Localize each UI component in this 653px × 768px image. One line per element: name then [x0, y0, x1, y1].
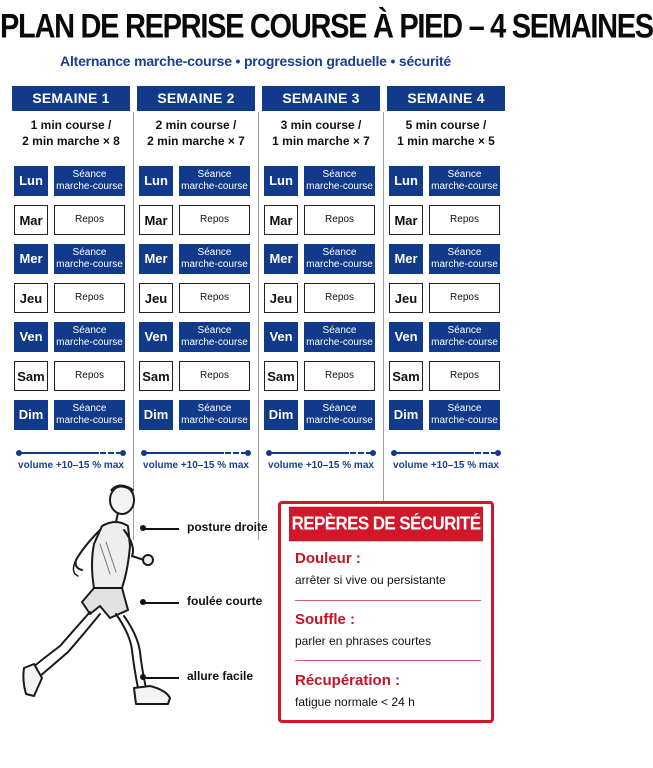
day-box-text: [306, 325, 373, 349]
week-column-4: [387, 86, 505, 471]
day-box-text: [75, 214, 104, 226]
day-box-line: marche-course: [306, 181, 373, 192]
week-protocol-line: 1 min marche × 7: [272, 134, 370, 148]
session-box: [179, 322, 250, 352]
session-box: [304, 400, 375, 430]
day-row-dim: [139, 400, 252, 430]
safety-divider: [295, 660, 481, 661]
day-box-line: Repos: [325, 370, 354, 381]
day-box-line: Séance: [197, 247, 232, 258]
day-box-line: marche-course: [181, 415, 248, 426]
rest-box: [54, 205, 125, 235]
day-box-text: [325, 370, 354, 382]
day-box-text: [325, 292, 354, 304]
day-box-line: marche-course: [56, 259, 123, 270]
week-divider: [258, 112, 259, 540]
day-box-text: [450, 370, 479, 382]
day-label: Jeu: [14, 283, 48, 313]
rest-box: [304, 361, 375, 391]
session-box: [304, 244, 375, 274]
week-divider: [383, 112, 384, 540]
safety-item-douleur: [295, 550, 483, 587]
day-box-text: [56, 403, 123, 427]
day-box-line: Séance: [322, 325, 357, 336]
safety-item-text: parler en phrases courtes: [295, 634, 432, 648]
day-label: Lun: [139, 166, 173, 196]
day-box-text: [200, 370, 229, 382]
week-title: SEMAINE 4: [387, 86, 505, 111]
week-protocol-line: 5 min course /: [405, 118, 487, 132]
day-box-line: Repos: [200, 370, 229, 381]
session-box: [179, 166, 250, 196]
day-row-jeu: [139, 283, 252, 313]
volume-note: volume +10–15 % max: [393, 460, 499, 471]
session-box: [54, 166, 125, 196]
day-box-text: [431, 325, 498, 349]
safety-divider: [295, 600, 481, 601]
session-box: [179, 400, 250, 430]
day-row-mar: [139, 205, 252, 235]
day-box-text: [431, 403, 498, 427]
session-box: [179, 244, 250, 274]
day-label: Jeu: [139, 283, 173, 313]
day-box-line: Séance: [72, 403, 107, 414]
day-box-line: marche-course: [431, 181, 498, 192]
day-box-line: marche-course: [431, 337, 498, 348]
day-box-line: Repos: [75, 370, 104, 381]
day-box-text: [56, 169, 123, 193]
day-box-line: Repos: [200, 292, 229, 303]
day-box-line: Séance: [447, 325, 482, 336]
rest-box: [429, 205, 500, 235]
rest-box: [179, 205, 250, 235]
day-row-sam: [264, 361, 377, 391]
day-box-text: [56, 247, 123, 271]
day-box-text: [181, 325, 248, 349]
week-divider: [133, 112, 134, 540]
safety-item-title: Douleur :: [295, 550, 361, 567]
day-box-line: Séance: [322, 169, 357, 180]
day-box-line: Repos: [75, 292, 104, 303]
day-box-line: marche-course: [181, 259, 248, 270]
day-label: Mer: [389, 244, 423, 274]
day-label: Mer: [14, 244, 48, 274]
day-row-ven: [14, 322, 127, 352]
progression-line: [141, 450, 251, 456]
day-label: Ven: [14, 322, 48, 352]
day-box-line: Séance: [447, 403, 482, 414]
day-row-sam: [14, 361, 127, 391]
volume-note: volume +10–15 % max: [18, 460, 124, 471]
week-column-3: [262, 86, 380, 471]
week-protocol: [387, 117, 505, 157]
day-row-mar: [14, 205, 127, 235]
day-box-line: Séance: [447, 169, 482, 180]
day-box-line: marche-course: [181, 337, 248, 348]
rest-box: [429, 361, 500, 391]
day-label: Sam: [139, 361, 173, 391]
day-box-text: [431, 169, 498, 193]
volume-note: volume +10–15 % max: [268, 460, 374, 471]
day-box-line: Séance: [197, 325, 232, 336]
week-protocol: [137, 117, 255, 157]
week-column-2: [137, 86, 255, 471]
day-box-text: [75, 370, 104, 382]
day-label: Mar: [139, 205, 173, 235]
day-box-text: [200, 292, 229, 304]
rest-box: [179, 361, 250, 391]
safety-item-title: Récupération :: [295, 672, 401, 689]
week-protocol-line: 2 min marche × 7: [147, 134, 245, 148]
day-label: Dim: [264, 400, 298, 430]
safety-item-text: arrêter si vive ou persistante: [295, 573, 446, 587]
day-row-lun: [389, 166, 502, 196]
day-row-mer: [264, 244, 377, 274]
week-protocol-line: 1 min course /: [30, 118, 112, 132]
day-box-line: marche-course: [306, 415, 373, 426]
day-row-mar: [264, 205, 377, 235]
day-box-line: marche-course: [56, 181, 123, 192]
day-box-text: [306, 247, 373, 271]
week-protocol-line: 2 min course /: [155, 118, 237, 132]
day-row-sam: [389, 361, 502, 391]
safety-item-souffle: [295, 611, 483, 648]
day-box-text: [450, 214, 479, 226]
safety-item-title: Souffle :: [295, 611, 355, 628]
day-box-text: [450, 292, 479, 304]
week-protocol-line: 2 min marche × 8: [22, 134, 120, 148]
day-row-lun: [139, 166, 252, 196]
week-protocol: [262, 117, 380, 157]
page-title: PLAN DE REPRISE COURSE À PIED – 4 SEMAINES: [0, 8, 653, 46]
day-row-dim: [264, 400, 377, 430]
day-box-line: marche-course: [306, 337, 373, 348]
day-box-line: Séance: [72, 169, 107, 180]
day-row-mer: [14, 244, 127, 274]
rest-box: [304, 205, 375, 235]
progression-line: [16, 450, 126, 456]
callout-posture: posture droite: [187, 520, 268, 534]
day-box-line: marche-course: [431, 259, 498, 270]
day-box-text: [325, 214, 354, 226]
session-box: [429, 166, 500, 196]
day-box-line: marche-course: [56, 337, 123, 348]
rest-box: [304, 283, 375, 313]
rest-box: [54, 361, 125, 391]
session-box: [429, 322, 500, 352]
day-box-line: Séance: [72, 247, 107, 258]
session-box: [429, 400, 500, 430]
week-column-1: [12, 86, 130, 471]
page-subtitle: Alternance marche-course • progression graduelle • sécurité: [60, 53, 451, 69]
rest-box: [429, 283, 500, 313]
session-box: [304, 322, 375, 352]
day-box-line: Repos: [450, 370, 479, 381]
day-label: Mar: [14, 205, 48, 235]
day-box-line: marche-course: [56, 415, 123, 426]
day-row-ven: [389, 322, 502, 352]
day-row-mer: [139, 244, 252, 274]
day-row-sam: [139, 361, 252, 391]
day-label: Mar: [264, 205, 298, 235]
progression-line: [391, 450, 501, 456]
day-box-line: Séance: [72, 325, 107, 336]
day-box-line: Repos: [325, 214, 354, 225]
day-row-jeu: [264, 283, 377, 313]
day-label: Ven: [139, 322, 173, 352]
day-box-line: marche-course: [181, 181, 248, 192]
day-box-line: Séance: [197, 169, 232, 180]
day-box-line: marche-course: [431, 415, 498, 426]
day-label: Dim: [14, 400, 48, 430]
day-label: Dim: [389, 400, 423, 430]
safety-item-recuperation: [295, 672, 483, 709]
day-box-text: [306, 169, 373, 193]
day-label: Ven: [389, 322, 423, 352]
session-box: [429, 244, 500, 274]
safety-title: REPÈRES DE SÉCURITÉ: [289, 507, 483, 542]
day-label: Lun: [264, 166, 298, 196]
week-protocol-line: 1 min marche × 5: [397, 134, 495, 148]
day-row-jeu: [14, 283, 127, 313]
week-title: SEMAINE 3: [262, 86, 380, 111]
day-label: Jeu: [389, 283, 423, 313]
day-label: Mer: [139, 244, 173, 274]
session-box: [54, 400, 125, 430]
day-box-text: [181, 403, 248, 427]
day-label: Mar: [389, 205, 423, 235]
runner-illustration: [20, 484, 190, 716]
safety-item-text: fatigue normale < 24 h: [295, 695, 415, 709]
day-box-line: Repos: [75, 214, 104, 225]
day-box-text: [75, 292, 104, 304]
day-box-text: [200, 214, 229, 226]
day-label: Ven: [264, 322, 298, 352]
volume-note: volume +10–15 % max: [143, 460, 249, 471]
session-box: [54, 322, 125, 352]
day-label: Sam: [14, 361, 48, 391]
day-row-ven: [264, 322, 377, 352]
day-box-line: Séance: [447, 247, 482, 258]
day-box-line: Séance: [197, 403, 232, 414]
day-row-jeu: [389, 283, 502, 313]
day-box-text: [181, 247, 248, 271]
day-box-line: Repos: [450, 292, 479, 303]
day-label: Lun: [389, 166, 423, 196]
day-row-dim: [389, 400, 502, 430]
session-box: [304, 166, 375, 196]
callout-foulee: foulée courte: [187, 594, 263, 608]
safety-panel: [278, 501, 494, 723]
session-box: [54, 244, 125, 274]
day-label: Dim: [139, 400, 173, 430]
day-label: Mer: [264, 244, 298, 274]
day-row-mer: [389, 244, 502, 274]
rest-box: [54, 283, 125, 313]
rest-box: [179, 283, 250, 313]
day-label: Lun: [14, 166, 48, 196]
day-box-text: [431, 247, 498, 271]
day-row-dim: [14, 400, 127, 430]
day-label: Sam: [389, 361, 423, 391]
day-row-mar: [389, 205, 502, 235]
week-title: SEMAINE 1: [12, 86, 130, 111]
week-protocol: [12, 117, 130, 157]
day-box-line: Repos: [450, 214, 479, 225]
week-protocol-line: 3 min course /: [280, 118, 362, 132]
day-box-line: Repos: [325, 292, 354, 303]
day-row-lun: [14, 166, 127, 196]
progression-line: [266, 450, 376, 456]
week-title: SEMAINE 2: [137, 86, 255, 111]
callout-allure: allure facile: [187, 669, 254, 683]
day-label: Sam: [264, 361, 298, 391]
day-row-ven: [139, 322, 252, 352]
day-box-text: [181, 169, 248, 193]
day-box-text: [56, 325, 123, 349]
day-label: Jeu: [264, 283, 298, 313]
day-box-line: Repos: [200, 214, 229, 225]
day-row-lun: [264, 166, 377, 196]
day-box-line: Séance: [322, 247, 357, 258]
day-box-text: [306, 403, 373, 427]
day-box-line: Séance: [322, 403, 357, 414]
day-box-line: marche-course: [306, 259, 373, 270]
